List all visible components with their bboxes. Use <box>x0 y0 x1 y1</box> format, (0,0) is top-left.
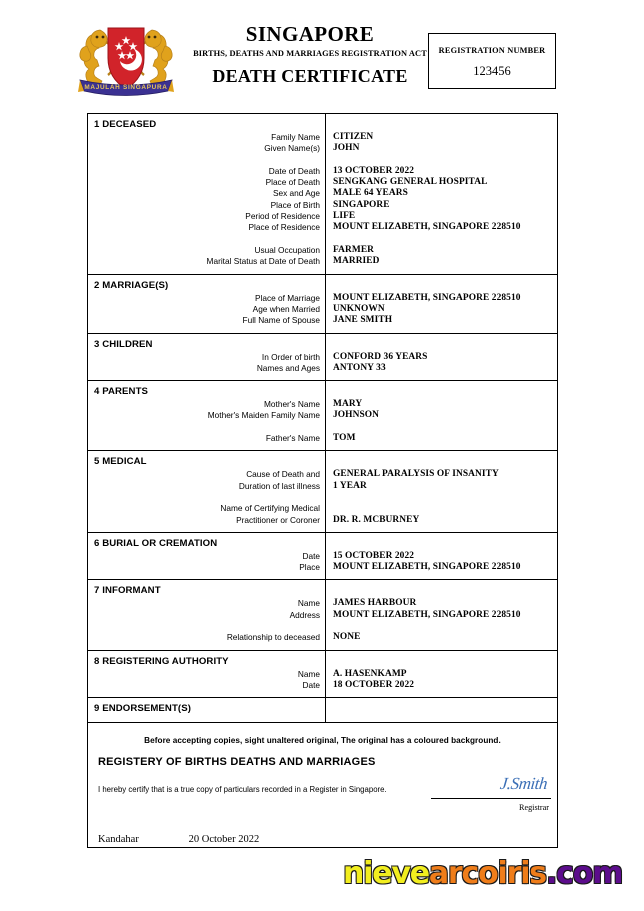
value-fathers-name: TOM <box>333 433 356 444</box>
section-children-heading: 3 CHILDREN <box>94 338 153 350</box>
value-child-2: ANTONY 33 <box>333 362 386 373</box>
label-mothers-name: Mother's Name <box>264 399 320 410</box>
value-place-of-marriage: MOUNT ELIZABETH, SINGAPORE 228510 <box>333 292 521 303</box>
registration-number-label: REGISTRATION NUMBER <box>438 46 546 55</box>
value-place-of-residence: MOUNT ELIZABETH, SINGAPORE 228510 <box>333 222 521 233</box>
label-informant-name: Name <box>297 598 320 609</box>
site-watermark <box>343 856 622 891</box>
certify-statement: I hereby certify that is a true copy of particulars recorded in a Register in Singapore. <box>98 785 387 795</box>
value-informant-name: JAMES HARBOUR <box>333 598 417 609</box>
watermark-part-1: nieve <box>343 856 429 891</box>
section-registering-authority <box>88 651 557 699</box>
label-place-of-death: Place of Death <box>265 177 320 188</box>
section-deceased-values <box>326 114 557 274</box>
section-informant <box>88 580 557 650</box>
label-place-of-marriage: Place of Marriage <box>254 292 320 303</box>
singapore-coat-of-arms-emblem <box>64 8 188 104</box>
document-title: DEATH CERTIFICATE <box>212 66 408 86</box>
label-sex-and-age: Sex and Age <box>272 188 320 199</box>
act-subtitle: BIRTHS, DEATHS AND MARRIAGES REGISTRATION ACT <box>193 49 427 58</box>
certificate-table <box>87 113 558 848</box>
label-period-of-residence: Period of Residence <box>245 211 320 222</box>
section-informant-heading: 7 INFORMANT <box>94 585 161 597</box>
section-children-values <box>326 334 557 381</box>
issue-details-row <box>98 834 259 845</box>
section-informant-labels <box>88 580 326 649</box>
label-usual-occupation: Usual Occupation <box>254 244 320 255</box>
section-medical-labels <box>88 451 326 531</box>
signature-block <box>431 773 551 812</box>
value-child-1: CONFORD 36 YEARS <box>333 351 428 362</box>
label-authority-name: Name <box>297 668 320 679</box>
section-children <box>88 334 557 382</box>
section-informant-values <box>326 580 557 649</box>
issue-date: 20 October 2022 <box>188 834 260 846</box>
section-registering-authority-values <box>326 651 557 698</box>
section-parents-heading: 4 PARENTS <box>94 386 149 398</box>
section-marriages-values <box>326 275 557 333</box>
label-full-name-of-spouse: Full Name of Spouse <box>242 315 320 326</box>
section-parents-labels <box>88 381 326 450</box>
label-burial-place: Place <box>299 562 320 573</box>
section-burial-heading: 6 BURIAL OR CREMATION <box>94 537 218 549</box>
label-informant-address: Address <box>289 609 320 620</box>
label-duration-of-illness: Duration of last illness <box>238 480 320 491</box>
value-mothers-maiden-name: JOHNSON <box>333 410 380 421</box>
value-authority-date: 18 OCTOBER 2022 <box>333 679 415 690</box>
value-usual-occupation: FARMER <box>333 244 375 255</box>
label-fathers-name: Father's Name <box>265 433 320 444</box>
value-burial-date: 15 OCTOBER 2022 <box>333 550 415 561</box>
value-informant-address: MOUNT ELIZABETH, SINGAPORE 228510 <box>333 609 521 620</box>
value-sex-and-age: MALE 64 YEARS <box>333 188 408 199</box>
section-endorsements <box>88 698 557 723</box>
section-burial-labels <box>88 533 326 580</box>
label-age-when-married: Age when Married <box>252 303 320 314</box>
section-medical <box>88 451 557 532</box>
section-marriages-heading: 2 MARRIAGE(S) <box>94 279 169 291</box>
country-title: SINGAPORE <box>245 22 375 46</box>
copy-notice-text: Before accepting copies, sight unaltered original, The original has a coloured background. <box>144 736 501 746</box>
value-date-of-death: 13 OCTOBER 2022 <box>333 165 415 176</box>
section-burial-values <box>326 533 557 580</box>
label-certifying-practitioner-line1: Name of Certifying Medical <box>220 503 320 514</box>
label-burial-date: Date <box>302 550 320 561</box>
value-duration-of-illness: 1 YEAR <box>333 480 367 491</box>
label-authority-date: Date <box>302 679 320 690</box>
section-parents <box>88 381 557 451</box>
section-medical-heading: 5 MEDICAL <box>94 456 147 468</box>
value-relationship-to-deceased: NONE <box>333 632 361 643</box>
value-age-when-married: UNKNOWN <box>333 303 385 314</box>
section-registering-authority-heading: 8 REGISTERING AUTHORITY <box>94 655 229 667</box>
section-deceased-labels <box>88 114 326 274</box>
value-burial-place: MOUNT ELIZABETH, SINGAPORE 228510 <box>333 562 521 573</box>
header-title-group <box>190 22 430 88</box>
section-deceased-heading: 1 DECEASED <box>94 119 157 130</box>
section-medical-values <box>326 451 557 531</box>
value-period-of-residence: LIFE <box>333 211 356 222</box>
label-place-of-residence: Place of Residence <box>248 222 320 233</box>
value-place-of-death: SENGKANG GENERAL HOSPITAL <box>333 177 488 188</box>
registration-number-value: 123456 <box>473 64 511 78</box>
label-in-order-of-birth: In Order of birth <box>261 351 320 362</box>
label-mothers-maiden-name: Mother's Maiden Family Name <box>207 410 320 421</box>
section-endorsements-values <box>326 698 557 722</box>
label-marital-status: Marital Status at Date of Death <box>206 256 320 267</box>
emblem-motto-text: MAJULAH SINGAPURA <box>84 84 168 91</box>
section-marriages <box>88 275 557 334</box>
value-mothers-name: MARY <box>333 399 363 410</box>
section-burial <box>88 533 557 581</box>
value-given-names: JOHN <box>333 143 360 154</box>
issue-place: Kandahar <box>98 834 139 846</box>
registrar-signature: J.Smith <box>499 774 549 794</box>
registry-heading: REGISTERY OF BIRTHS DEATHS AND MARRIAGES <box>98 756 376 769</box>
watermark-part-2: arcoiris <box>428 856 546 891</box>
section-children-labels <box>88 334 326 381</box>
section-endorsements-labels <box>88 698 326 722</box>
label-family-name: Family Name <box>271 132 320 142</box>
section-deceased <box>88 114 557 275</box>
label-place-of-birth: Place of Birth <box>270 199 320 210</box>
registrar-label: Registrar <box>518 803 549 813</box>
value-family-name: CITIZEN <box>333 132 374 142</box>
label-certifying-practitioner-line2: Practitioner or Coroner <box>236 514 320 525</box>
section-marriages-labels <box>88 275 326 333</box>
certificate-header <box>0 0 644 108</box>
value-marital-status: MARRIED <box>333 256 380 267</box>
label-date-of-death: Date of Death <box>268 165 320 176</box>
certification-footer <box>88 723 557 847</box>
section-parents-values <box>326 381 557 450</box>
value-cause-of-death: GENERAL PARALYSIS OF INSANITY <box>333 469 499 480</box>
value-full-name-of-spouse: JANE SMITH <box>333 315 393 326</box>
value-place-of-birth: SINGAPORE <box>333 199 390 210</box>
certification-area <box>88 774 557 847</box>
section-endorsements-heading: 9 ENDORSEMENT(S) <box>94 703 192 715</box>
label-cause-of-death: Cause of Death and <box>246 469 320 480</box>
section-registering-authority-labels <box>88 651 326 698</box>
value-certifying-practitioner: DR. R. MCBURNEY <box>333 514 420 525</box>
label-given-names: Given Name(s) <box>264 143 320 154</box>
watermark-part-3: .com <box>545 856 623 891</box>
label-relationship-to-deceased: Relationship to deceased <box>226 632 320 643</box>
registration-number-box <box>428 33 556 89</box>
label-names-and-ages: Names and Ages <box>256 362 320 373</box>
value-authority-name: A. HASENKAMP <box>333 668 407 679</box>
